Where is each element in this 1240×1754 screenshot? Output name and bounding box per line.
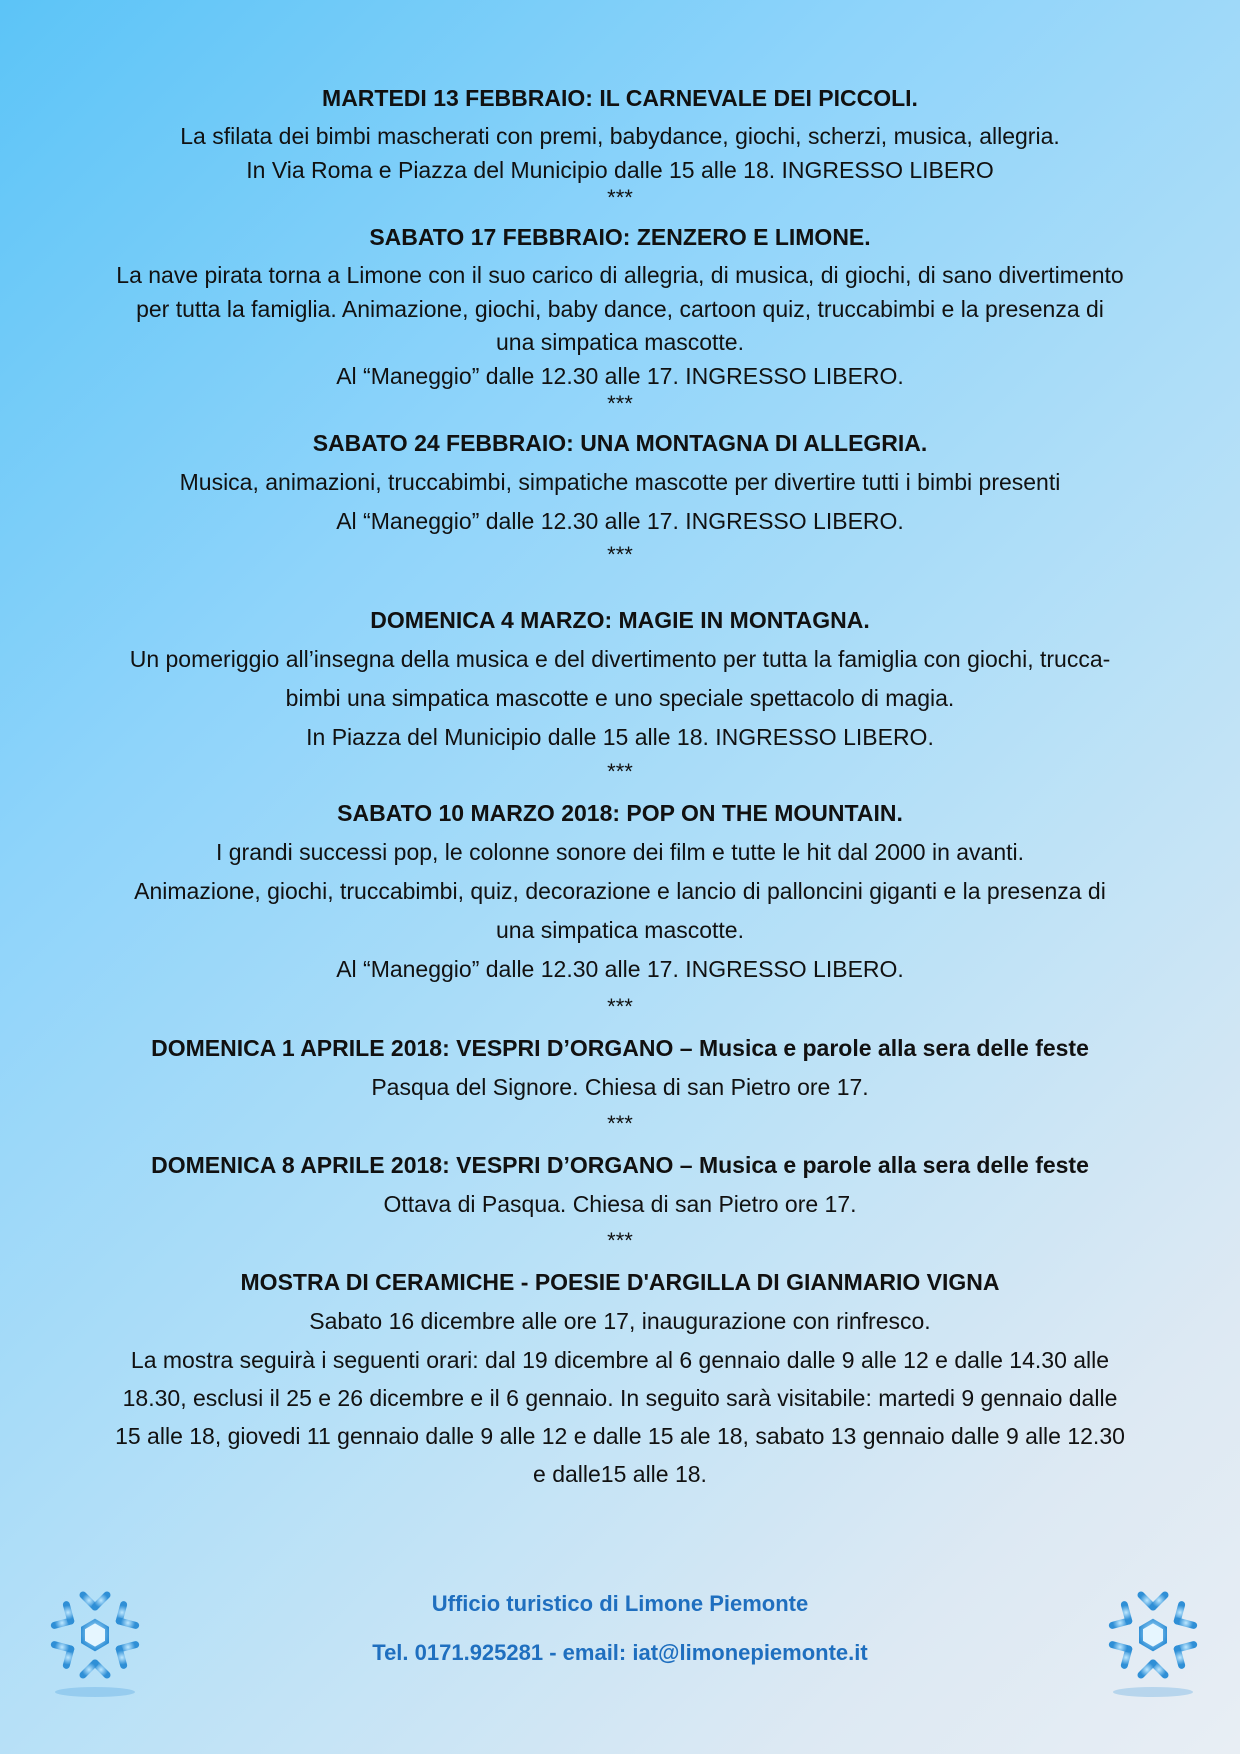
event-line: La mostra seguirà i seguenti orari: dal 19 dicembre al 6 gennaio dalle 9 alle 12 e dalle 14.30 alle [130,1347,1110,1373]
event-title: SABATO 24 FEBBRAIO: UNA MONTAGNA DI ALLEGRIA. [312,430,928,456]
event-title: DOMENICA 1 APRILE 2018: VESPRI D’ORGANO – Musica e parole alla sera delle feste [151,1035,1089,1061]
event-line: bimbi una simpatica mascotte e uno speciale spettacolo di magia. [285,685,955,711]
event-title: DOMENICA 8 APRILE 2018: VESPRI D’ORGANO – Musica e parole alla sera delle feste [151,1152,1089,1178]
event-line: Animazione, giochi, truccabimbi, quiz, decorazione e lancio di palloncini giganti e la presenza di [134,878,1106,904]
separator: *** [607,1111,633,1136]
separator: *** [607,994,633,1019]
event-title: SABATO 17 FEBBRAIO: ZENZERO E LIMONE. [369,224,871,250]
event-line: Al “Maneggio” dalle 12.30 alle 17. INGRESSO LIBERO. [336,508,904,534]
separator: *** [607,185,633,210]
event-line: Ottava di Pasqua. Chiesa di san Pietro ore 17. [383,1191,857,1217]
separator: *** [607,1228,633,1253]
separator: *** [607,391,633,416]
event-line: La nave pirata torna a Limone con il suo carico di allegria, di musica, di giochi, di sano divertimento [116,262,1124,288]
event-title: MARTEDI 13 FEBBRAIO: IL CARNEVALE DEI PICCOLI. [322,85,918,111]
event-line: per tutta la famiglia. Animazione, giochi, baby dance, cartoon quiz, truccabimbi e la presenza di [136,296,1104,322]
event-line: Musica, animazioni, truccabimbi, simpatiche mascotte per divertire tutti i bimbi presenti [179,469,1061,495]
event-line: In Piazza del Municipio dalle 15 alle 18. INGRESSO LIBERO. [306,724,934,750]
event-line: una simpatica mascotte. [495,917,744,943]
event-line: La sfilata dei bimbi mascherati con premi, babydance, giochi, scherzi, musica, allegria. [180,123,1060,149]
event-title: DOMENICA 4 MARZO: MAGIE IN MONTAGNA. [370,607,870,633]
event-line: una simpatica mascotte. [495,329,744,355]
event-line: 18.30, esclusi il 25 e 26 dicembre e il 6 gennaio. In seguito sarà visitabile: martedi 9 gennaio dalle [122,1385,1118,1411]
event-line: Al “Maneggio” dalle 12.30 alle 17. INGRESSO LIBERO. [336,363,904,389]
event-line: 15 alle 18, giovedi 11 gennaio dalle 9 alle 12 e dalle 15 ale 18, sabato 13 gennaio dalle 9 alle 12.30 [115,1423,1125,1449]
event-line: I grandi successi pop, le colonne sonore dei film e tutte le hit dal 2000 in avanti. [215,839,1025,865]
event-title: MOSTRA DI CERAMICHE - POESIE D'ARGILLA DI GIANMARIO VIGNA [240,1269,1000,1295]
separator: *** [607,759,633,784]
footer-contact: Tel. 0171.925281 - email: iat@limonepiemonte.it [372,1640,868,1665]
event-line: Un pomeriggio all’insegna della musica e del divertimento per tutta la famiglia con giochi, trucca- [129,646,1111,672]
footer-office: Ufficio turistico di Limone Piemonte [431,1591,809,1616]
event-line: Al “Maneggio” dalle 12.30 alle 17. INGRESSO LIBERO. [336,956,904,982]
event-line: e dalle15 alle 18. [533,1461,707,1487]
event-title: SABATO 10 MARZO 2018: POP ON THE MOUNTAIN. [337,800,903,826]
snowflake-icon [40,1580,150,1700]
event-line: Pasqua del Signore. Chiesa di san Pietro ore 17. [371,1074,869,1100]
separator: *** [607,542,633,567]
event-line: Sabato 16 dicembre alle ore 17, inaugurazione con rinfresco. [309,1308,931,1334]
snowflake-icon [1098,1580,1208,1700]
event-line: In Via Roma e Piazza del Municipio dalle 15 alle 18. INGRESSO LIBERO [246,157,994,183]
